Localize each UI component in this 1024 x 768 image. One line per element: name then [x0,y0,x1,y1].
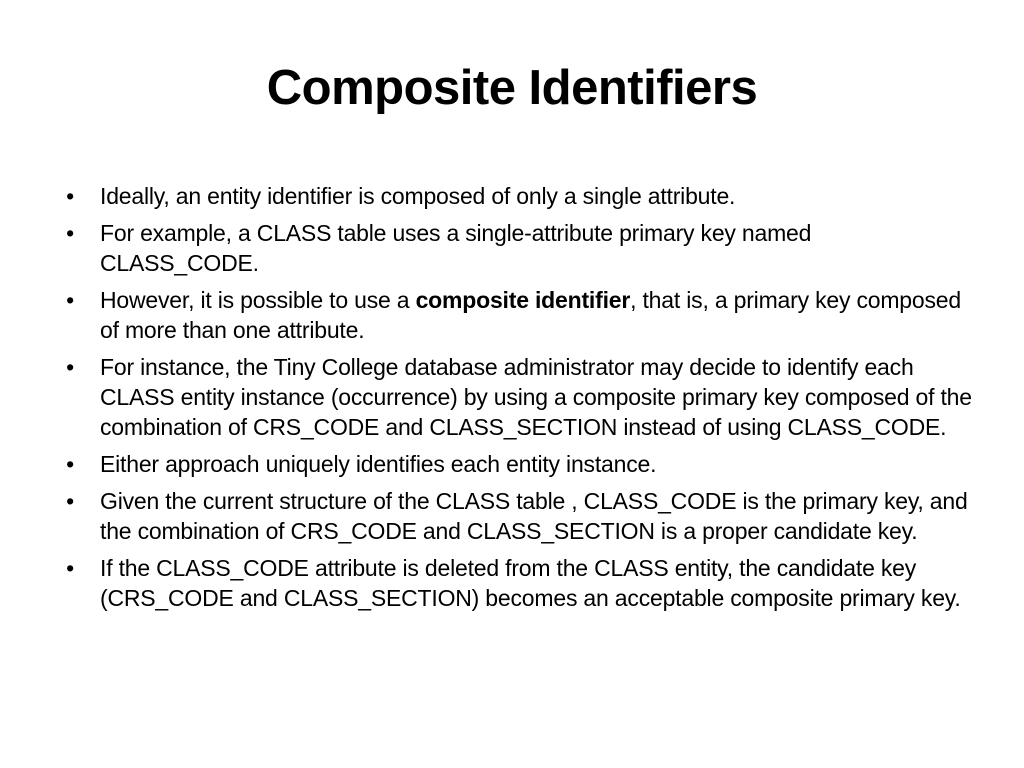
bullet-dot-icon: • [66,287,74,313]
bullet-text: If the CLASS_CODE attribute is deleted from the CLASS entity, the candidate key (CRS_CODE and CLASS_SECTION) becomes an acceptable composite primary key. [100,555,961,611]
bullet-dot-icon: • [66,183,74,209]
bullet-dot-icon: • [66,220,74,246]
bullet-bold-term: composite identifier [415,287,631,313]
bullet-item [56,181,976,211]
bullet-dot-icon: • [66,555,74,581]
bullet-item [56,553,976,613]
bullet-text: Given the current structure of the CLASS table , CLASS_CODE is the primary key, and the combination of CRS_CODE and CLASS_SECTION is a proper candidate key. [100,488,968,544]
bullet-item [56,486,976,546]
bullet-item [56,218,976,278]
bullet-text: Ideally, an entity identifier is composed of only a single attribute. [100,183,736,209]
bullet-dot-icon: • [66,354,74,380]
bullet-list [56,181,976,620]
bullet-text: Either approach uniquely identifies each entity instance. [100,451,657,477]
bullet-text-before: However, it is possible to use a [100,287,416,313]
bullet-text-after: , that is, a primary key composed of more than one attribute. [100,287,961,343]
bullet-dot-icon: • [66,488,74,514]
bullet-dot-icon: • [66,451,74,477]
bullet-item [56,352,976,442]
bullet-text: For instance, the Tiny College database administrator may decide to identify each CLASS entity instance (occurrence) by using a composite primary key composed of the combination of CRS_CODE and CLASS_SECTION instead of using CLASS_CODE. [100,354,972,440]
bullet-item [56,449,976,479]
bullet-text: For example, a CLASS table uses a single-attribute primary key named CLASS_CODE. [100,220,812,276]
bullet-item [56,285,976,345]
slide-title: Composite Identifiers [266,61,758,115]
